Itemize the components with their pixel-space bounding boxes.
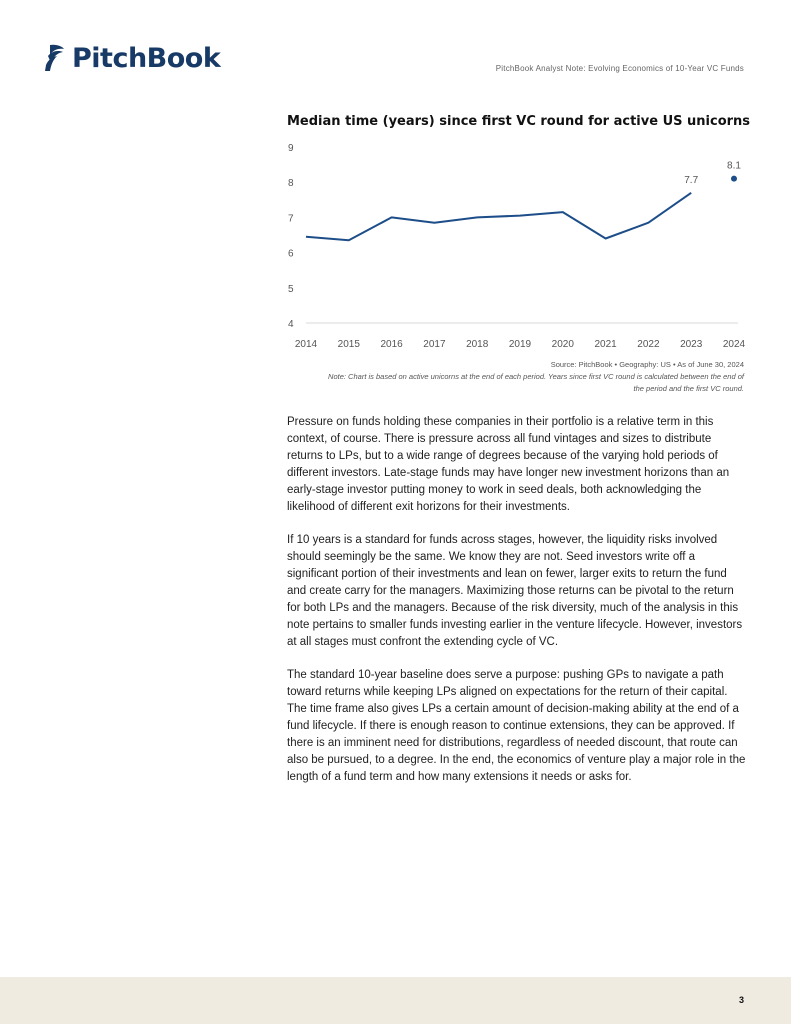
logo-mark-icon: [40, 43, 68, 73]
data-point-2024: [731, 176, 737, 182]
series-line: [306, 193, 691, 241]
chart-title: Median time (years) since first VC round for active US unicorns: [287, 114, 751, 129]
x-tick-label: 2024: [722, 339, 746, 350]
x-tick-label: 2022: [637, 339, 660, 350]
x-tick-label: 2020: [551, 339, 574, 350]
page-number: 3: [738, 995, 744, 1005]
x-tick-label: 2014: [294, 339, 318, 350]
x-tick-label: 2017: [423, 339, 446, 350]
data-label: 8.1: [727, 160, 741, 172]
logo-text: PitchBook: [72, 42, 221, 74]
paragraph-2: If 10 years is a standard for funds across stages, however, the liquidity risks involved should seemingly be the same. We know they are not. Seed investors write off a significant portion of their investments and lean on fewer, larger exits to return the fund and create carry for the managers. Maximizing those returns can be pivotal to the return for both LPs and the managers. Because of the risk diversity, much of the analysis in this note pertains to smaller funds investing earlier in the venture lifecycle. However, investors at all stages must confront the extending cycle of VC.: [287, 534, 743, 648]
y-tick-label: 7: [288, 213, 294, 225]
x-tick-label: 2021: [594, 339, 617, 350]
pitchbook-logo[interactable]: [40, 40, 220, 76]
chart-note: Note: Chart is based on active unicorns at the end of each period. Years since first VC round is calculated between the end of the period and the first VC round.: [328, 372, 744, 393]
paragraph-1: Pressure on funds holding these companies in their portfolio is a relative term in this context, of course. There is pressure across all fund vintages and sizes to distribute returns to LPs, but to a wide range of degrees because of the varying hold periods of different investors. Late-stage funds may have longer new investment horizons than an early-stage investor putting money to work in seed deals, both acknowledging the likelihood of different exit horizons for their investments.: [287, 416, 730, 513]
header-note: PitchBook Analyst Note: Evolving Economics of 10-Year VC Funds: [495, 64, 744, 73]
x-tick-label: 2016: [380, 339, 403, 350]
x-tick-label: 2015: [337, 339, 360, 350]
y-tick-label: 9: [288, 143, 294, 154]
y-tick-label: 5: [288, 283, 294, 295]
x-tick-label: 2018: [466, 339, 489, 350]
y-tick-label: 6: [288, 248, 294, 260]
footer-band: [0, 977, 791, 1024]
x-tick-label: 2019: [508, 339, 532, 350]
paragraph-3: The standard 10-year baseline does serve a purpose: pushing GPs to navigate a path toward returns while keeping LPs aligned on expectations for the return of their capital. The time frame also gives LPs a certain amount of decision-making ability at the end of a fund lifecycle. If there is enough reason to continue extensions, they can be approved. If there is an imminent need for distributions, regardless of needed discount, that route can also be pursued, to a degree. In the end, the economics of venture play a major role in the length of a fund term and how many extensions it needs or asks for.: [287, 669, 746, 783]
chart-source: Source: PitchBook • Geography: US • As of June 30, 2024: [550, 360, 744, 369]
y-tick-label: 4: [288, 319, 294, 330]
data-label: 7.7: [684, 174, 699, 186]
y-tick-label: 8: [288, 178, 294, 190]
x-tick-label: 2023: [680, 339, 703, 350]
line-chart: [280, 136, 750, 354]
